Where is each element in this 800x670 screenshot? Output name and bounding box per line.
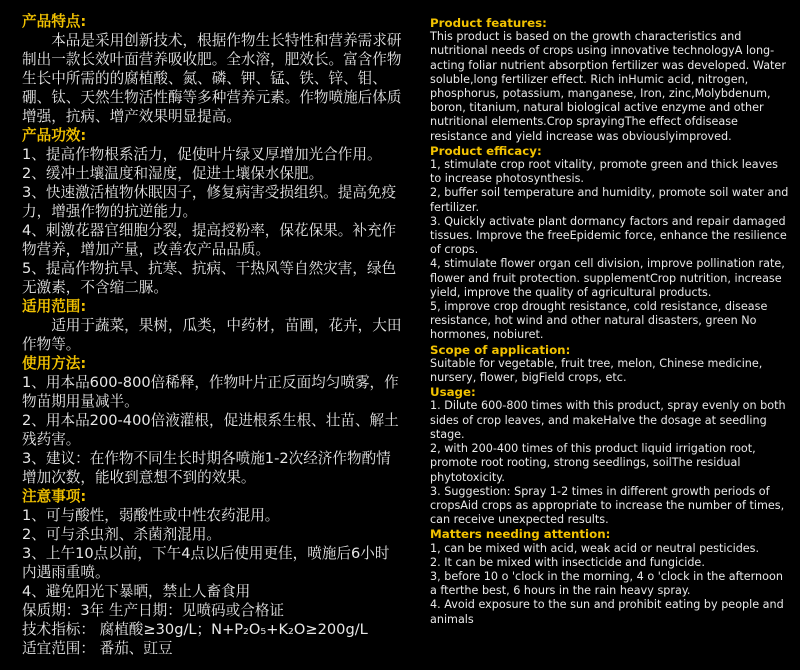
cn-technical-spec: 技术指标： 腐植酸≥30g/L；N+P₂O₅+K₂O≥200g/L: [22, 621, 368, 638]
en-notes-item-1: 1, can be mixed with acid, weak acid or neutral pesticides.: [430, 541, 760, 555]
en-efficacy-title: Product efficacy:: [430, 143, 542, 158]
en-usage-item-3: 3. Suggestion: Spray 1-2 times in different growth periods of cropsAid crops as appropriate to increase the number of times, can receive unexpected results.: [430, 484, 785, 527]
cn-scope-text: 适用于蔬菜，果树，瓜类，中药材，苗圃，花卉，大田作物等。: [22, 317, 402, 353]
en-notes-title: Matters needing attention:: [430, 527, 611, 542]
en-usage-title: Usage:: [430, 385, 476, 400]
en-efficacy-item-3: 3. Quickly activate plant dormancy factors and repair damaged tissues. Improve the freeEpidemic force, enhance the resilience of crops.: [430, 214, 787, 257]
en-notes-item-4: 4. Avoid exposure to the sun and prohibit eating by people and animals: [430, 598, 784, 626]
cn-scope-title: 适用范围:: [22, 298, 87, 315]
en-notes-item-2: 2. It can be mixed with insecticide and fungicide.: [430, 555, 705, 569]
cn-notes-item-3: 3、上午10点以前，下午4点以后使用更佳，喷施后6小时内遇雨重喷。: [22, 545, 390, 581]
en-efficacy-item-2: 2, buffer soil temperature and humidity, promote soil water and fertilizer.: [430, 186, 789, 214]
cn-efficacy-item-5: 5、提高作物抗旱、抗寒、抗病、干热风等自然灾害，绿色无激素，不含缩二脲。: [22, 260, 397, 296]
en-notes-item-3: 3, before 10 o 'clock in the morning, 4 o 'clock in the afternoon a fterthe best, 6 hours in the rain heavy spray.: [430, 569, 783, 598]
en-efficacy-item-4: 4, stimulate flower organ cell division, improve pollination rate, flower and fruit protection. supplementCrop nutrition, increase yield, improve the quality of agricultural products.: [430, 257, 785, 299]
en-efficacy-item-5: 5, improve crop drought resistance, cold resistance, disease resistance, hot wind and other natural disasters, green No hormones, nobiuret.: [430, 300, 768, 342]
cn-notes-item-4: 4、避免阳光下暴晒，禁止人畜食用: [22, 583, 251, 600]
en-features-text: This product is based on the growth characteristics and nutritional needs of crops using innovative technologyA long-acting foliar nutrient absorption fertilizer was developed. Water soluble,long fertilizer effect. Rich inHumic acid, nitrogen, phosphorus, potassium, manganese, Iron, zinc,Molybdenum, boron, titanium, natural biological active enzyme and other nutritional elements.Crop sprayingThe effect ofdisease resistance and yield increase was obviouslyimproved.: [430, 30, 786, 143]
cn-shelf-life: 保质期：3年 生产日期：见喷码或合格证: [22, 602, 285, 619]
en-features-title: Product features:: [430, 16, 547, 30]
cn-efficacy-item-2: 2、缓冲土壤温度和湿度，促进土壤保水保肥。: [22, 165, 324, 182]
en-usage-item-1: 1. Dilute 600-800 times with this product, spray evenly on both sides of crop leaves, and makeHalve the dosage at seedling stage.: [430, 399, 786, 441]
english-column: [428, 0, 800, 627]
cn-notes-item-1: 1、可与酸性，弱酸性或中性农药混用。: [22, 507, 280, 524]
en-efficacy-item-1: 1, stimulate crop root vitality, promote green and thick leaves to increase photosynthesis.: [430, 158, 778, 186]
cn-efficacy-title: 产品功效:: [22, 127, 87, 144]
en-usage-item-2: 2, with 200-400 times of this product liquid irrigation root, promote root rooting, strong seedlings, soilThe residual phytotoxicity.: [430, 442, 756, 484]
cn-applicable-crops: 适宜范围： 番茄、豇豆: [22, 640, 173, 657]
cn-usage-item-1: 1、用本品600-800倍稀释，作物叶片正反面均匀喷雾，作物苗期用量减半。: [22, 374, 399, 410]
en-scope-title: Scope of application:: [430, 342, 571, 357]
cn-efficacy-item-4: 4、刺激花器官细胞分裂，提高授粉率，保花保果。补充作物营养，增加产量，改善农产品品质。: [22, 222, 397, 258]
cn-efficacy-item-3: 3、快速激活植物休眠因子，修复病害受损组织。提高免疫力，增强作物的抗逆能力。: [22, 184, 397, 220]
cn-notes-item-2: 2、可与杀虫剂、杀菌剂混用。: [22, 526, 222, 543]
cn-efficacy-item-1: 1、提高作物根系活力，促使叶片绿叉厚增加光合作用。: [22, 146, 382, 163]
en-scope-text: Suitable for vegetable, fruit tree, melon, Chinese medicine, nursery, flower, bigField crops, etc.: [430, 356, 763, 385]
cn-usage-item-2: 2、用本品200-400倍液灌根，促进根系生根、壮苗、解土残药害。: [22, 412, 399, 448]
cn-notes-title: 注意事项:: [22, 488, 87, 505]
cn-features-title: 产品特点:: [22, 13, 87, 30]
cn-usage-title: 使用方法:: [22, 355, 87, 372]
cn-usage-item-3: 3、建议：在作物不同生长时期各喷施1-2次经济作物酌情增加次数，能收到意想不到的效果。: [22, 450, 391, 486]
cn-features-text: 本品是采用创新技术，根据作物生长特性和营养需求研制出一款长效叶面营养吸收肥。全水溶，肥效长。富含作物生长中所需的的腐植酸、氮、磷、钾、锰、铁、锌、钼、硼、钛、天然生物活性酶等多种营养元素。作物喷施后体质增强，抗病、增产效果明显提高。: [22, 32, 402, 125]
